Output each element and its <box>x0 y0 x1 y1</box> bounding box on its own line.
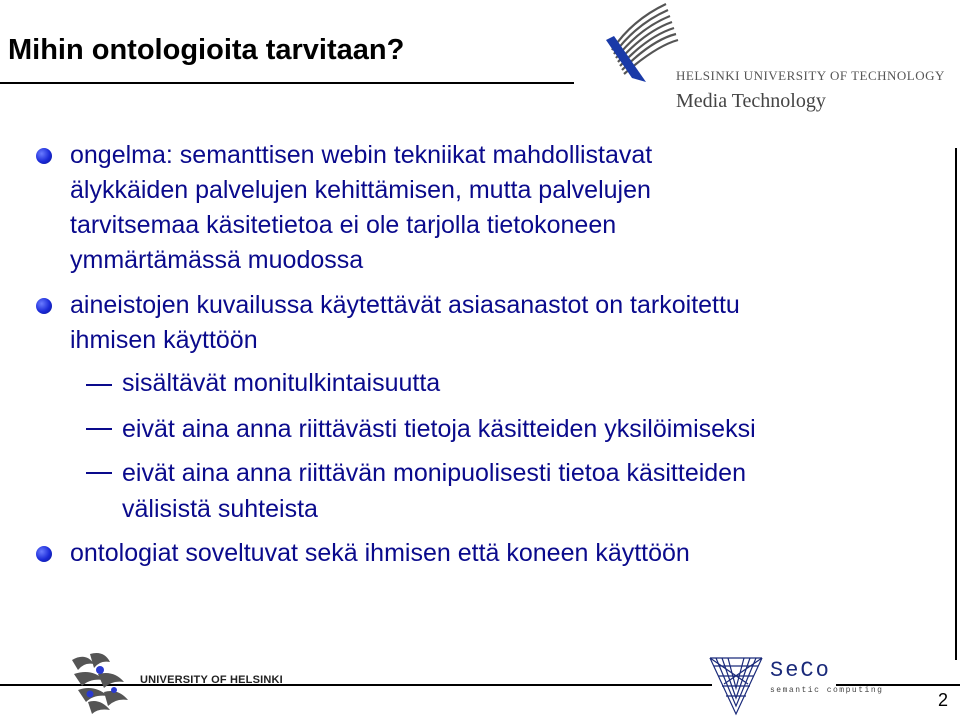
sub-bullet-dash <box>86 428 112 430</box>
hut-logo <box>598 0 960 118</box>
bullet-1-line-1: ongelma: semanttisen webin tekniikat mahdollistavat <box>70 141 653 169</box>
seco-logo-text: SeCo <box>770 658 831 683</box>
bullet-marker <box>36 148 52 164</box>
bullet-marker <box>36 546 52 562</box>
bullet-marker <box>36 298 52 314</box>
title-rule <box>0 82 574 84</box>
slide-title: Mihin ontologioita tarvitaan? <box>8 34 405 66</box>
hut-unit-name: Media Technology <box>676 90 826 112</box>
bullet-3-line-1: ontologiat soveltuvat sekä ihmisen että koneen käyttöön <box>70 539 690 567</box>
sub-bullet-dash <box>86 384 112 386</box>
seco-mesh-icon <box>708 654 764 718</box>
hut-institution-name: HELSINKI UNIVERSITY OF TECHNOLOGY <box>676 68 945 83</box>
sub-item-3-line-2: välisistä suhteista <box>122 495 318 523</box>
hut-wing-icon <box>602 0 682 90</box>
bullet-1-line-3: tarvitsemaa käsitetietoa ei ole tarjolla tietokoneen <box>70 211 617 239</box>
sub-bullet-dash <box>86 472 112 474</box>
seco-logo <box>708 654 884 718</box>
seco-logo-subtitle: semantic computing <box>770 686 884 695</box>
university-of-helsinki-logo <box>64 650 283 716</box>
sub-item-2: eivät aina anna riittävästi tietoja käsitteiden yksilöimiseksi <box>122 415 756 443</box>
bullet-2-line-1: aineistojen kuvailussa käytettävät asiasanastot on tarkoitettu <box>70 291 740 319</box>
right-border-rule <box>955 148 957 660</box>
sub-item-1: sisältävät monitulkintaisuutta <box>122 369 441 397</box>
sub-item-3-line-1: eivät aina anna riittävän monipuolisesti tietoa käsitteiden <box>122 459 746 487</box>
bullet-1-line-4: ymmärtämässä muodossa <box>70 246 364 274</box>
page-number: 2 <box>938 690 949 710</box>
helsinki-flame-icon <box>64 650 136 716</box>
university-of-helsinki-text: UNIVERSITY OF HELSINKI <box>140 674 283 686</box>
bullet-2-line-2: ihmisen käyttöön <box>70 326 258 354</box>
bullet-1-line-2: älykkäiden palvelujen kehittämisen, mutta palvelujen <box>70 176 651 204</box>
